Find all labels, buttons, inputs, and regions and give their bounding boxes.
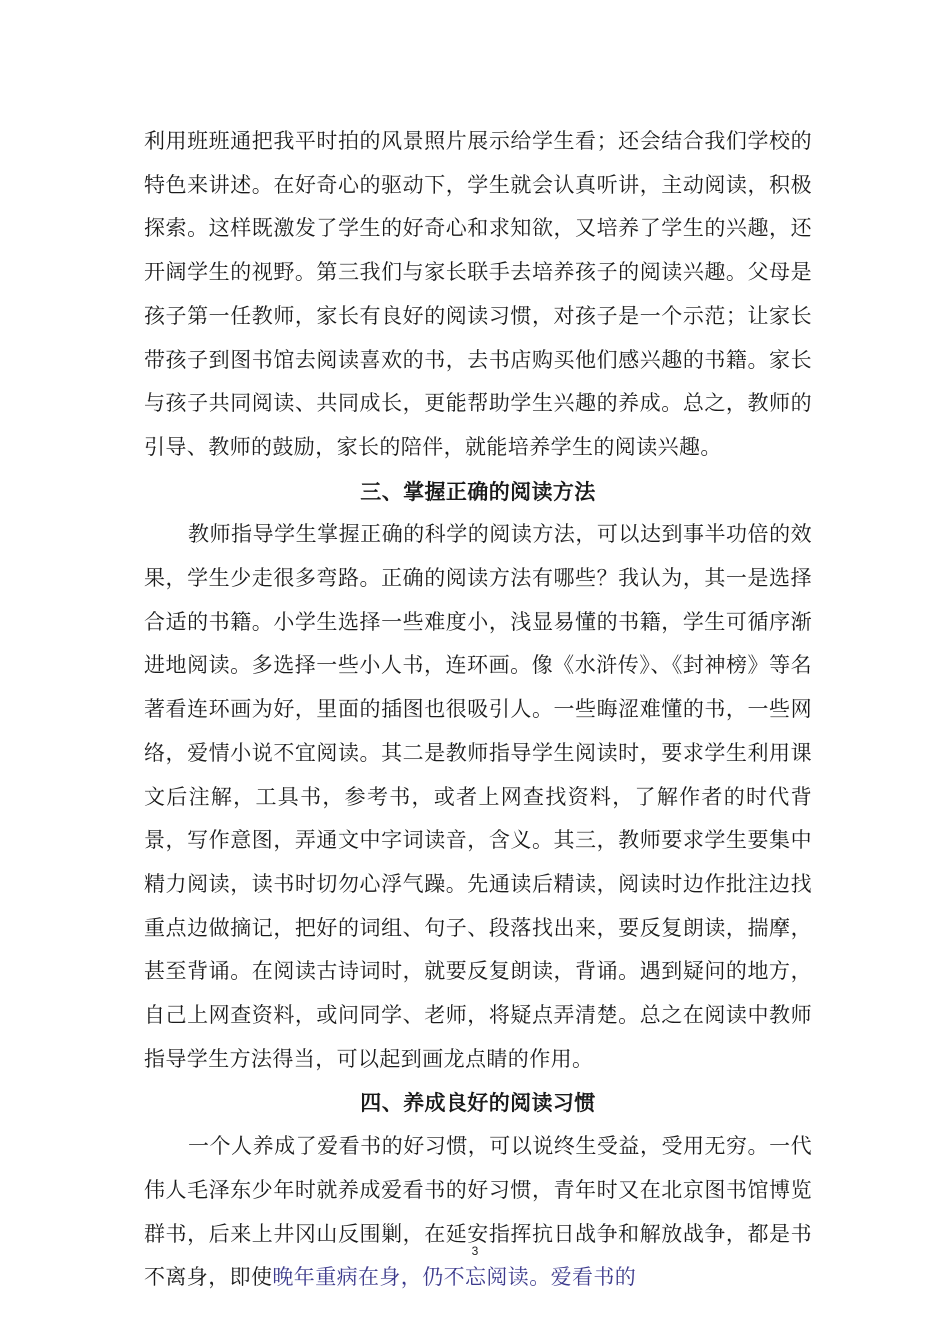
- section-heading-3: 三、掌握正确的阅读方法: [360, 478, 596, 504]
- body-paragraph-1: 利用班班通把我平时拍的风景照片展示给学生看；还会结合我们学校的特色来讲述。在好奇心的驱动下，学生就会认真听讲，主动阅读，积极探索。这样既激发了学生的好奇心和求知欲，又培养了学生的兴趣，还开阔学生的视野。第三我们与家长联手去培养孩子的阅读兴趣。父母是孩子第一任教师，家长有良好的阅读习惯，对孩子是一个示范；让家长带孩子到图书馆去阅读喜欢的书，去书店购买他们感兴趣的书籍。家长与孩子共同阅读、共同成长，更能帮助学生兴趣的养成。总之，教师的引导、教师的鼓励，家长的陪伴，就能培养学生的阅读兴趣。: [144, 129, 812, 459]
- paragraph-3-text: 一个人养成了爱看书的好习惯，可以说终生受益，受用无穷。一代伟人毛泽东少年时就养成爱看书的好习惯，青年时又在北京图书馆博览群书，后来上井冈山反围剿，在延安指挥抗日战争和解放战争，都是书不离身，即使: [144, 1134, 812, 1290]
- section-heading-4: 四、养成良好的阅读习惯: [360, 1090, 596, 1116]
- body-paragraph-2: 教师指导学生掌握正确的科学的阅读方法，可以达到事半功倍的效果，学生少走很多弯路。正确的阅读方法有哪些？我认为，其一是选择合适的书籍。小学生选择一些难度小，浅显易懂的书籍，学生可循序渐进地阅读。多选择一些小人书，连环画。像《水浒传》、《封神榜》等名著看连环画为好，里面的插图也很吸引人。一些晦涩难懂的书，一些网络，爱情小说不宜阅读。其二是教师指导学生阅读时，要求学生利用课文后注解，工具书，参考书，或者上网查找资料，了解作者的时代背景，写作意图，弄通文中字词读音，含义。其三，教师要求学生要集中精力阅读，读书时切勿心浮气躁。先通读后精读，阅读时边作批注边找重点边做摘记，把好的词组、句子、段落找出来，要反复朗读，揣摩，甚至背诵。在阅读古诗词时，就要反复朗读，背诵。遇到疑问的地方，自己上网查资料，或问同学、老师，将疑点弄清楚。总之在阅读中教师指导学生方法得当，可以起到画龙点睛的作用。: [144, 522, 812, 1071]
- paragraph-3-highlighted-text: 晚年重病在身，仍不忘阅读。爱看书的: [272, 1265, 637, 1290]
- body-paragraph-3: [144, 1125, 812, 1300]
- page-content: [144, 120, 812, 1300]
- page-number: 3: [471, 1244, 479, 1258]
